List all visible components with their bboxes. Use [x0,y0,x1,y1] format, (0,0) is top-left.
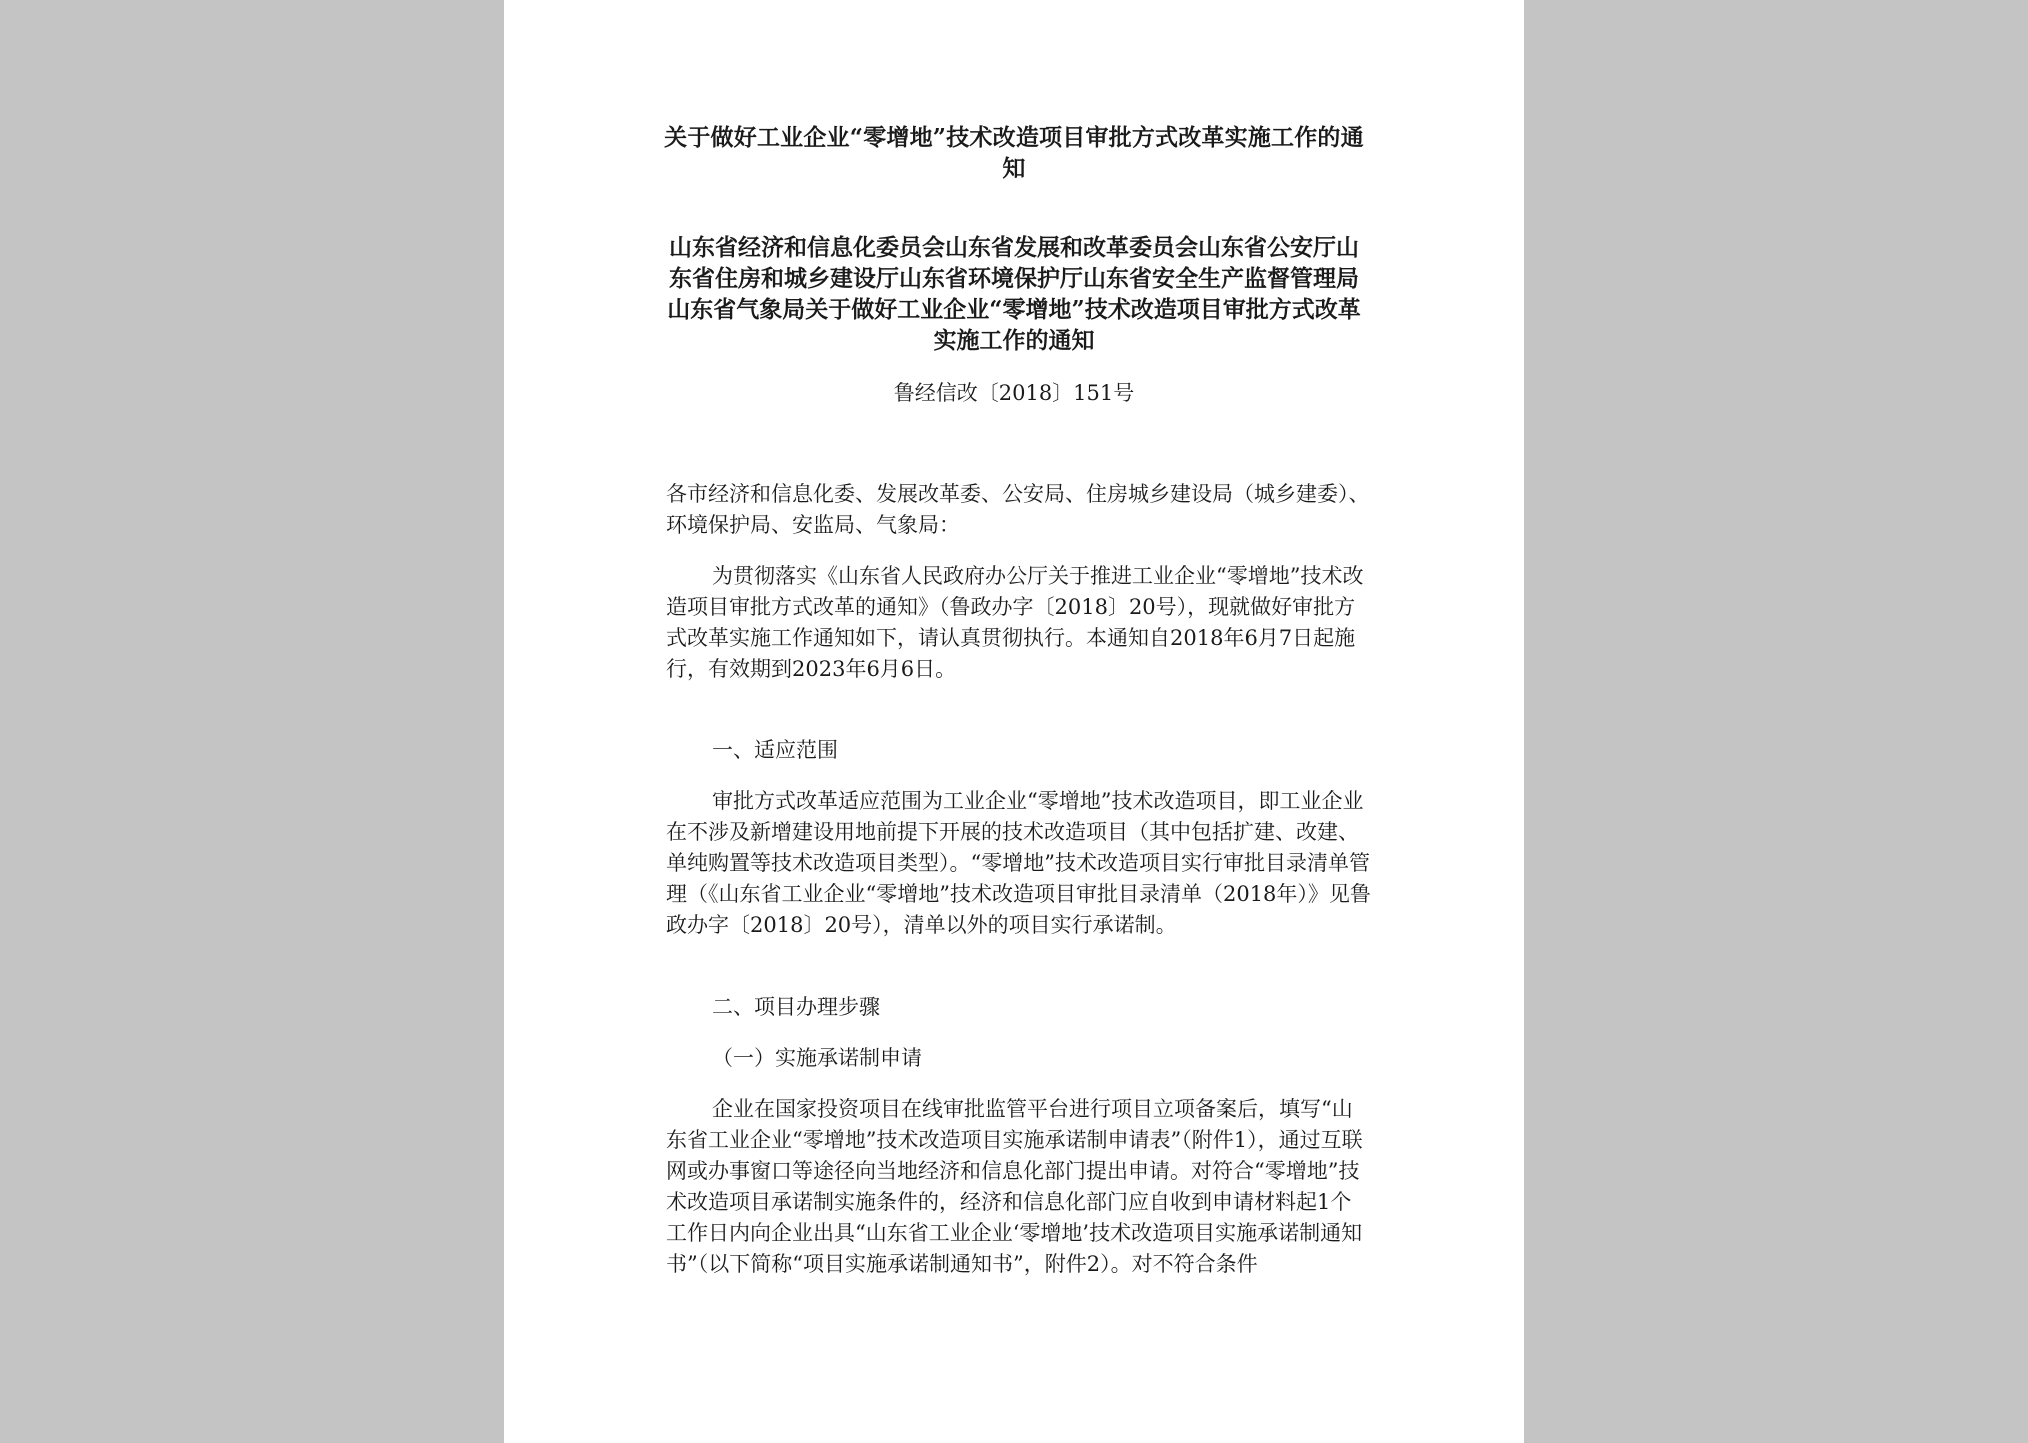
salutation: 各市经济和信息化委、发展改革委、公安局、住房城乡建设局（城乡建委）、环境保护局、安监局、气象局： [666,482,1370,537]
issuer-and-title: 山东省经济和信息化委员会山东省发展和改革委员会山东省公安厅山东省住房和城乡建设厅山东省环境保护厅山东省安全生产监督管理局山东省气象局关于做好工业企业“零增地”技术改造项目审批方式改革实施工作的通知 [667,234,1361,354]
paragraph-intro: 为贯彻落实《山东省人民政府办公厅关于推进工业企业“零增地”技术改造项目审批方式改革的通知》（鲁政办字〔2018〕20号），现就做好审批方式改革实施工作通知如下，请认真贯彻执行。本通知自2018年6月7日起施行，有效期到2023年6月6日。 [666,564,1364,681]
section-heading-steps: 二、项目办理步骤 [712,995,880,1019]
paragraph-scope: 审批方式改革适应范围为工业企业“零增地”技术改造项目，即工业企业在不涉及新增建设用地前提下开展的技术改造项目（其中包括扩建、改建、单纯购置等技术改造项目类型）。“零增地”技术改造项目实行审批目录清单管理（《山东省工业企业“零增地”技术改造项目审批目录清单（2018年）》见鲁政办字〔2018〕20号），清单以外的项目实行承诺制。 [666,789,1371,937]
section-heading-scope: 一、适应范围 [712,738,838,762]
document-page [504,0,1524,1443]
subsection-heading-application: （一）实施承诺制申请 [712,1046,922,1070]
document-number: 鲁经信改〔2018〕151号 [893,381,1135,405]
paragraph-application: 企业在国家投资项目在线审批监管平台进行项目立项备案后，填写“山东省工业企业“零增地”技术改造项目实施承诺制申请表”（附件1），通过互联网或办事窗口等途径向当地经济和信息化部门提出申请。对符合“零增地”技术改造项目承诺制实施条件的，经济和信息化部门应自收到申请材料起1个工作日内向企业出具“山东省工业企业‘零增地’技术改造项目实施承诺制通知书”（以下简称“项目实施承诺制通知书”，附件2）。对不符合条件 [666,1097,1363,1276]
document-title: 关于做好工业企业“零增地”技术改造项目审批方式改革实施工作的通知 [664,124,1364,182]
